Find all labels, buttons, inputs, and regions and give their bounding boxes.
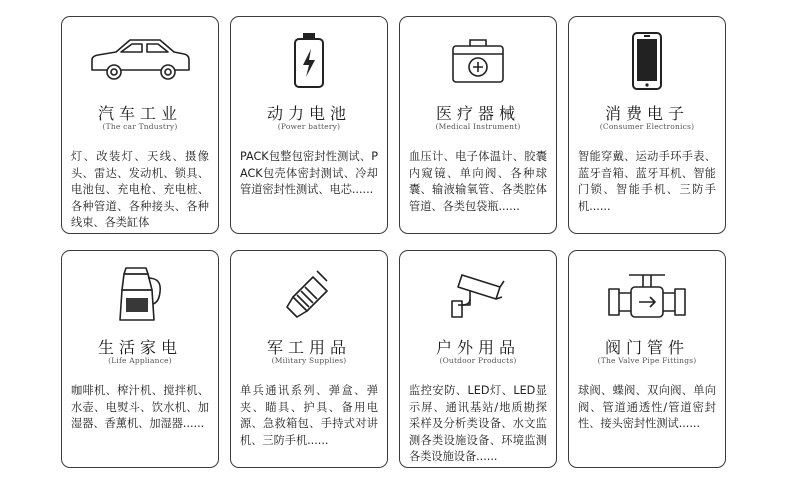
card-subtitle: (Military Supplies) bbox=[271, 356, 347, 365]
card-subtitle: (Medical Instrument) bbox=[435, 122, 521, 131]
card-subtitle: (The Valve Pipe Fittings) bbox=[597, 356, 697, 365]
coffee-maker-icon bbox=[62, 257, 218, 333]
card-subtitle: (Power battery) bbox=[277, 122, 341, 131]
category-card-home-appliance[interactable] bbox=[61, 250, 219, 468]
card-description: 监控安防、LED灯、LED显示屏、通讯基站/地质勘探采样及分析类设备、水文监测各类设施设备、环境监测各类设施设备...... bbox=[409, 384, 547, 463]
card-title: 医疗器械 bbox=[435, 104, 520, 123]
card-title: 军工用品 bbox=[266, 338, 351, 357]
card-title: 动力电池 bbox=[266, 104, 351, 123]
medical-kit-icon bbox=[400, 23, 556, 99]
category-card-outdoor[interactable] bbox=[399, 250, 557, 468]
card-description: 智能穿戴、运动手环手表、蓝牙音箱、蓝牙耳机、智能门锁、智能手机、三防手机...... bbox=[578, 150, 716, 213]
card-title: 消费电子 bbox=[604, 104, 689, 123]
category-card-valves[interactable] bbox=[568, 250, 726, 468]
card-subtitle: (Outdoor Products) bbox=[439, 356, 517, 365]
category-card-automotive[interactable] bbox=[61, 16, 219, 234]
card-description: 单兵通讯系列、弹盒、弹夹、瞄具、护具、备用电源、急救箱包、手持式对讲机、三防手机...... bbox=[240, 384, 378, 447]
category-card-consumer-electronics[interactable] bbox=[568, 16, 726, 234]
card-subtitle: (Consumer Electronics) bbox=[599, 122, 695, 131]
card-subtitle: (Life Appliance) bbox=[108, 356, 172, 365]
card-description: 血压计、电子体温计、胶囊内窥镜、单向阀、各种球囊、输液输氧管、各类腔体管道、各类包袋瓶...... bbox=[409, 150, 547, 213]
category-card-medical[interactable] bbox=[399, 16, 557, 234]
battery-icon bbox=[231, 23, 387, 99]
card-title: 生活家电 bbox=[97, 338, 182, 357]
security-camera-icon bbox=[400, 257, 556, 333]
card-title: 户外用品 bbox=[435, 338, 520, 357]
card-description: 球阀、蝶阀、双向阀、单向阀、管道通透性/管道密封性、接头密封性测试...... bbox=[578, 384, 716, 430]
card-title: 汽车工业 bbox=[97, 104, 182, 123]
card-description: 咖啡机、榨汁机、搅拌机、水壶、电熨斗、饮水机、加湿器、香薰机、加湿器...... bbox=[71, 384, 209, 430]
card-title: 阀门管件 bbox=[604, 338, 689, 357]
category-card-military[interactable] bbox=[230, 250, 388, 468]
card-subtitle: (The car Tndustry) bbox=[102, 122, 178, 131]
card-description: PACK包整包密封性测试、PACK包壳体密封测试、冷却管道密封性测试、电芯...... bbox=[240, 150, 378, 196]
car-icon bbox=[62, 23, 218, 99]
category-card-power-battery[interactable] bbox=[230, 16, 388, 234]
smartphone-icon bbox=[569, 23, 725, 99]
card-description: 灯、改装灯、天线、摄像头、雷达、发动机、锁具、电池包、充电枪、充电桩、各种管道、各种接头、各种线束、各类缸体 bbox=[71, 150, 209, 229]
valve-icon bbox=[569, 257, 725, 333]
walkie-talkie-icon bbox=[231, 257, 387, 333]
